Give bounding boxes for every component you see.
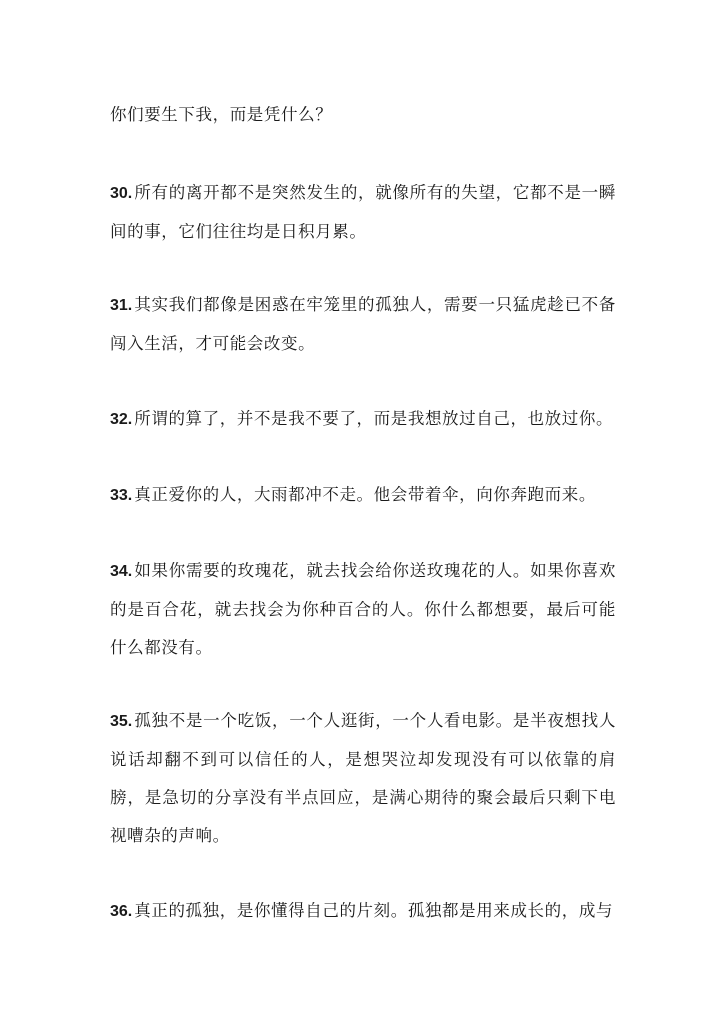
paragraph-text: 你们要生下我，而是凭什么？ (110, 105, 333, 124)
quote-paragraph-33 (110, 476, 616, 515)
quote-paragraph-35 (110, 702, 616, 855)
quote-number: 32. (110, 411, 133, 428)
quote-paragraph-31 (110, 286, 616, 363)
paragraph-text: 其实我们都像是困惑在牢笼里的孤独人，需要一只猛虎趁已不备闯入生活，才可能会改变。 (110, 295, 616, 353)
quote-number: 31. (110, 297, 133, 314)
quote-paragraph-34 (110, 552, 616, 667)
quote-number: 35. (110, 713, 133, 730)
quote-paragraph-30 (110, 174, 616, 251)
quote-number: 34. (110, 563, 133, 580)
quote-number: 36. (110, 903, 133, 920)
paragraph-continuation (110, 96, 616, 134)
paragraph-text: 孤独不是一个吃饭，一个人逛街，一个人看电影。是半夜想找人说话却翻不到可以信任的人，是想哭泣却发现没有可以依靠的肩膀，是急切的分享没有半点回应，是满心期待的聚会最后只剩下电视嘈杂的声响。 (110, 711, 616, 845)
quote-number: 30. (110, 185, 133, 202)
paragraph-text: 真正的孤独，是你懂得自己的片刻。孤独都是用来成长的，成与 (134, 901, 614, 920)
paragraph-text: 所谓的算了，并不是我不要了，而是我想放过自己，也放过你。 (134, 409, 614, 428)
paragraph-text: 如果你需要的玫瑰花，就去找会给你送玫瑰花的人。如果你喜欢的是百合花，就去找会为你种百合的人。你什么都想要，最后可能什么都没有。 (110, 561, 616, 657)
quote-number: 33. (110, 487, 133, 504)
paragraph-text: 所有的离开都不是突然发生的，就像所有的失望，它都不是一瞬间的事，它们往往均是日积月累。 (110, 183, 616, 241)
paragraph-text: 真正爱你的人，大雨都冲不走。他会带着伞，向你奔跑而来。 (134, 485, 596, 504)
quote-paragraph-36 (110, 892, 616, 931)
quote-paragraph-32 (110, 400, 616, 439)
